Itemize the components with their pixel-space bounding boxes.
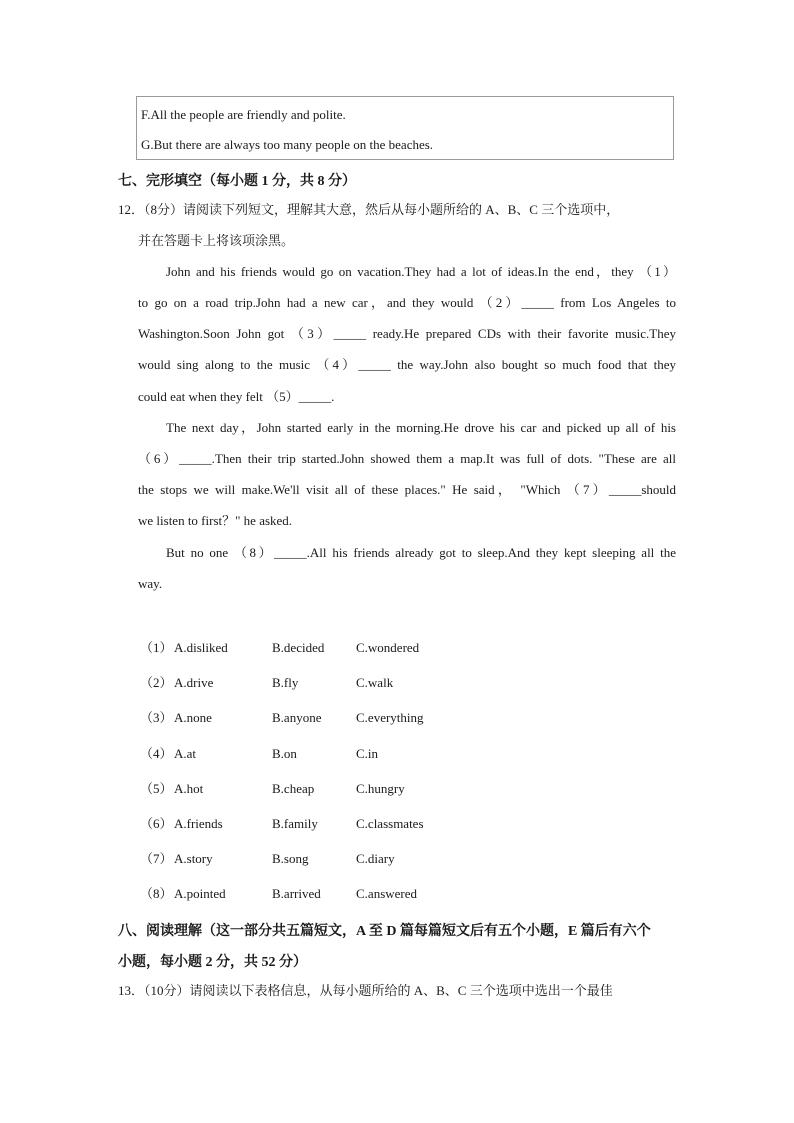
options-box: [136, 96, 674, 160]
option-number: （7）: [140, 851, 173, 866]
q13-instruction-line1: 13．（10分）请阅读以下表格信息，从每小题所给的 A、B、C 三个选项中选出一个最佳: [118, 983, 613, 998]
option-number: （5）: [140, 781, 173, 796]
option-c: C.hungry: [356, 781, 405, 796]
option-f: F.All the people are friendly and polite.: [141, 107, 346, 122]
option-number: （6）: [140, 816, 173, 831]
option-c: C.in: [356, 746, 379, 761]
passage-p2-line2: （6）_____.Then their trip started.John showed them a map.It was full of dots. "These are all: [138, 451, 676, 466]
option-a: A.none: [174, 710, 212, 725]
passage-p2-line1: The next day，John started early in the morning.He drove his car and picked up all of his: [166, 420, 676, 435]
passage-p3-line1: But no one （8）_____.All his friends already got to sleep.And they kept sleeping all the: [166, 545, 676, 560]
option-b: B.decided: [272, 640, 325, 655]
option-a: A.friends: [174, 816, 223, 831]
option-b: B.cheap: [272, 781, 315, 796]
option-b: B.fly: [272, 675, 299, 690]
passage-p1-line5: could eat when they felt （5）_____.: [138, 389, 335, 404]
option-b: B.song: [272, 851, 309, 866]
q12-instruction-line1: 12．（8分）请阅读下列短文，理解其大意，然后从每小题所给的 A、B、C 三个选项中，: [118, 202, 620, 217]
passage-p1-line1: John and his friends would go on vacation.They had a lot of ideas.In the end，they （1）: [166, 264, 676, 279]
option-number: （3）: [140, 710, 173, 725]
option-a: A.drive: [174, 675, 214, 690]
passage-p3-line2: way.: [138, 576, 163, 591]
option-number: （1）: [140, 640, 173, 655]
option-a: A.hot: [174, 781, 204, 796]
option-g: G.But there are always too many people on the beaches.: [141, 137, 434, 152]
passage-p2-line3: the stops we will make.We'll visit all of these places." He said， "Which （7）_____should: [138, 482, 676, 497]
option-b: B.arrived: [272, 886, 321, 901]
passage-p1-line3: Washington.Soon John got （3）_____ ready.He prepared CDs with their favorite music.They: [138, 326, 676, 341]
option-b: B.anyone: [272, 710, 322, 725]
option-c: C.diary: [356, 851, 395, 866]
option-c: C.classmates: [356, 816, 424, 831]
option-a: A.disliked: [174, 640, 228, 655]
passage-p1-line2: to go on a road trip.John had a new car，and they would （2）_____ from Los Angeles to: [138, 295, 676, 310]
q12-instruction-line2: 并在答题卡上将该项涂黑。: [138, 233, 295, 248]
section-8-heading-line1: 八、阅读理解（这一部分共五篇短文，A 至 D 篇每篇短文后有五个小题，E 篇后有六个: [118, 924, 651, 939]
section-7-heading: 七、完形填空（每小题 1 分，共 8 分）: [118, 174, 356, 189]
option-number: （2）: [140, 675, 173, 690]
option-c: C.walk: [356, 675, 394, 690]
section-8-heading-line2: 小题，每小题 2 分，共 52 分）: [118, 955, 307, 970]
option-number: （4）: [140, 746, 173, 761]
passage-p2-line4: we listen to first？" he asked.: [138, 513, 293, 528]
passage-p1-line4: would sing along to the music （4）_____ the way.John also bought so much food that they: [138, 357, 676, 372]
option-c: C.everything: [356, 710, 424, 725]
option-c: C.wondered: [356, 640, 420, 655]
option-c: C.answered: [356, 886, 418, 901]
option-b: B.on: [272, 746, 297, 761]
option-number: （8）: [140, 886, 173, 901]
option-b: B.family: [272, 816, 318, 831]
option-a: A.story: [174, 851, 213, 866]
option-a: A.pointed: [174, 886, 226, 901]
option-a: A.at: [174, 746, 197, 761]
